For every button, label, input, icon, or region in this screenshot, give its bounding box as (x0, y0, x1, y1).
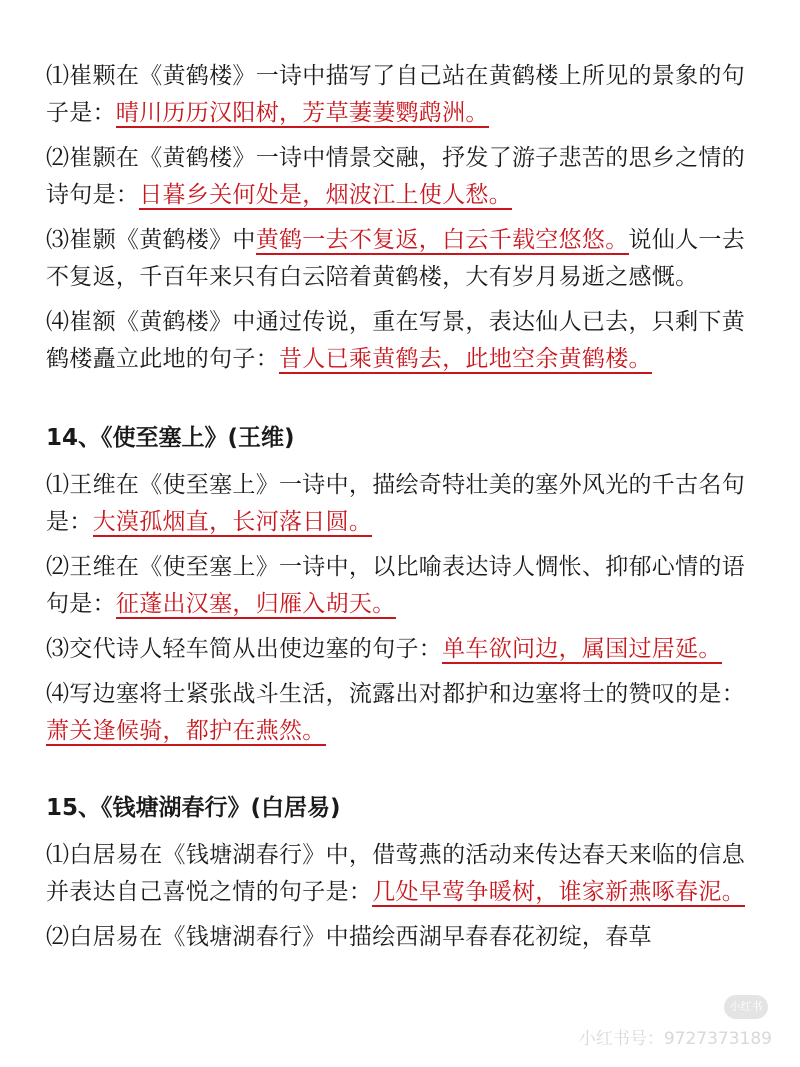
question-text: ⑴王维在《使至塞上》一诗中，描绘奇特壮美的塞外风光的千古名句是： (46, 472, 745, 535)
question-suffix-text: 说仙人一去不复返，千百年来只有白云陪着黄鹤楼，大有岁月易逝之感慨。 (46, 227, 746, 290)
question-text: ⑷写边塞将士紧张战斗生活，流露出对都护和边塞将士的赞叹的是： (46, 681, 745, 707)
question-15-1 (46, 837, 758, 911)
question-text: ⑶崔颢《黄鹤楼》中 (46, 227, 256, 253)
question-15-2 (46, 919, 758, 956)
answer-text: 征蓬出汉塞，归雁入胡天。 (115, 591, 396, 617)
answer-text: 萧关逢候骑，都护在燕然。 (46, 718, 326, 744)
question-14-2 (46, 549, 758, 623)
section-13 (46, 58, 758, 378)
section-14 (46, 420, 758, 750)
question-14-4 (46, 676, 758, 750)
question-text: ⑴崔颗在《黄鹤楼》一诗中描写了自己站在黄鹤楼上所见的景象的句子是： (46, 63, 745, 126)
question-14-1 (46, 467, 758, 541)
watermark-text: 小红书号：9727373189 (578, 1029, 772, 1049)
answer-text: 昔人已乘黄鹤去，此地空余黄鹤楼。 (279, 346, 652, 372)
question-13-4 (46, 304, 758, 378)
answer-text: 黄鹤一去不复返，白云千载空悠悠。 (255, 227, 629, 253)
document-page (46, 58, 758, 964)
question-text: ⑷崔额《黄鹤楼》中通过传说，重在写景，表达仙人已去，只剩下黄鹤楼矗立此地的句子： (46, 309, 745, 372)
question-13-2 (46, 140, 758, 214)
answer-text: 单车欲问边，属国过居延。 (442, 636, 722, 662)
question-text: ⑴白居易在《钱塘湖春行》中，借莺燕的活动来传达春天来临的信息并表达自己喜悦之情的句子是： (46, 842, 745, 905)
section-heading: 15、《钱塘湖春行》(白居易) (46, 795, 341, 821)
question-14-3 (46, 631, 758, 668)
xiaohongshu-logo-badge: 小红书 (724, 995, 768, 1019)
answer-text: 晴川历历汉阳树，芳草萋萋鹦鹉洲。 (115, 100, 489, 126)
section-heading: 14、《使至塞上》(王维) (46, 425, 295, 451)
question-13-3 (46, 222, 758, 296)
question-text: ⑵王维在《使至塞上》一诗中，以比喻表达诗人惆怅、抑郁心情的语句是： (46, 554, 745, 617)
question-text: ⑵白居易在《钱塘湖春行》中描绘西湖早春春花初绽，春草 (46, 924, 652, 950)
answer-text: 日暮乡关何处是，烟波江上使人愁。 (139, 182, 513, 208)
question-text: ⑵崔颢在《黄鹤楼》一诗中情景交融，抒发了游子悲苦的思乡之情的诗句是： (46, 145, 745, 208)
answer-text: 几处早莺争暖树，谁家新燕啄春泥。 (372, 879, 746, 905)
question-13-1 (46, 58, 758, 132)
answer-text: 大漠孤烟直，长河落日圆。 (92, 509, 373, 535)
section-15 (46, 790, 758, 956)
question-text: ⑶交代诗人轻车简从出使边塞的句子： (46, 636, 443, 662)
